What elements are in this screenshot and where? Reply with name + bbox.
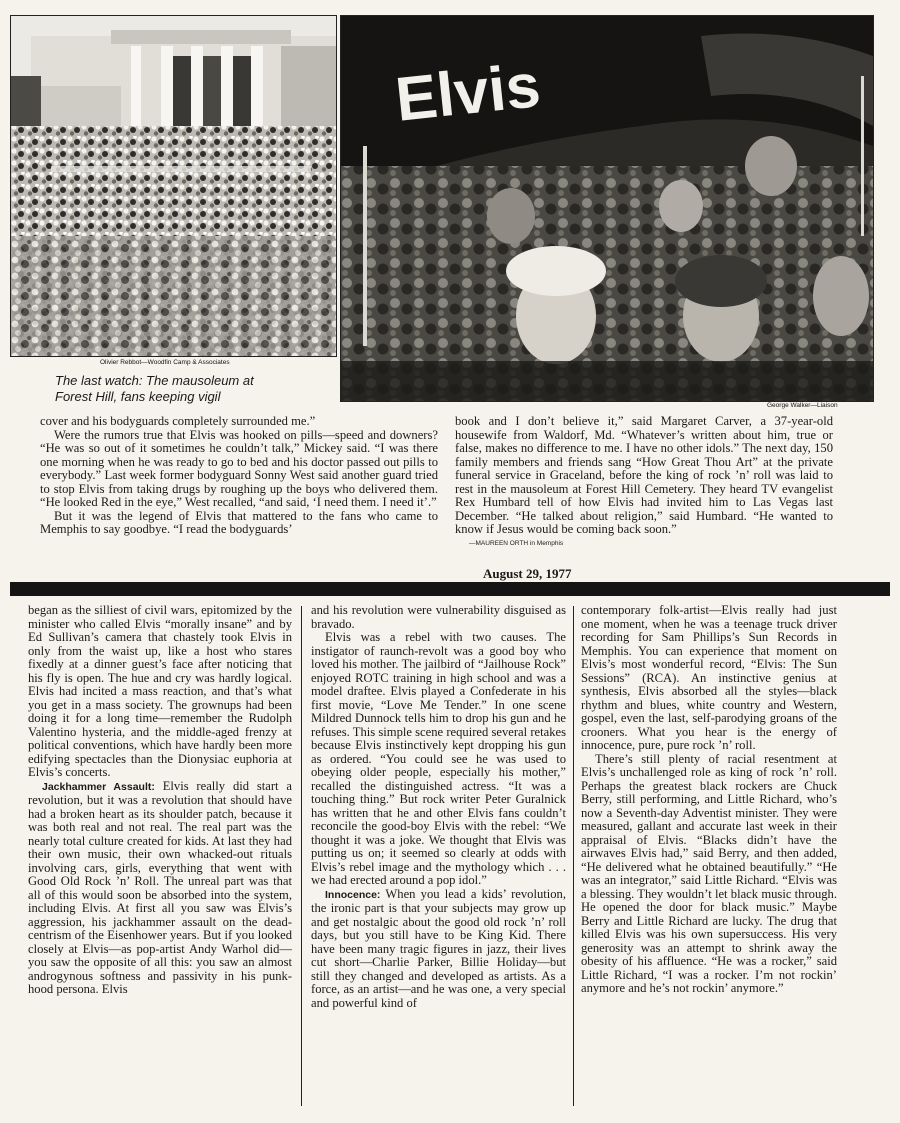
elvis-sign-text: Elvis: [392, 51, 544, 135]
paragraph-text: When you lead a kids’ revolution, the ironic part is that your subjects may grow up and get nostalgic about the good old rock ’n’ roll days, but you still have to be King Kid. There have been many tragic figures in jazz, their lives cut short—Charlie Parker, Billie Holiday—but still they changed and developed as artists. As a force, as an artist—and he was one, a very special and powerful kind of: [311, 886, 566, 1010]
column-rule: [573, 606, 574, 1106]
column-rule: [301, 606, 302, 1106]
upper-right-column: [455, 415, 833, 550]
lower-column-2: [311, 604, 566, 1010]
paragraph: contemporary folk-artist—Elvis really had just one moment, when he was a teenage truck driver recording for Sam Phillips’s Sun Records in Memphis. You can experience that moment on Elvis’s most wonderful record, “Elvis: The Sun Sessions” (RCA). An instinctive genius at synthesis, Elvis absorbed all the styles—black rhythm and blues, white country and Western, gospel, even the last, self-parodying groans of the crooners. What you hear is the energy of innocence, pure, pure rock ’n’ roll.: [581, 603, 837, 752]
photo-caption: [55, 373, 315, 405]
paragraph: [28, 780, 292, 997]
subhead: Jackhammer Assault:: [42, 780, 155, 793]
paragraph: Were the rumors true that Elvis was hooked on pills—speed and downers? “He was so out of it sometimes he couldn’t talk,” Mickey said. “I was there one morning when he was ready to go to bed and his doctor passed out pills to everybody.” Last week former bodyguard Sonny West said another guard tried to stop Elvis from taking drugs by roughing up the boys who delivered them. “He looked Red in the eye,” West recalled, “and said, ‘I need them. I need it’.”: [40, 427, 438, 509]
paragraph: and his revolution were vulnerability disguised as bravado.: [311, 603, 566, 631]
paragraph-text: Elvis really did start a revolution, but it was a revolution that should have had a broken heart as its shoulder patch, because it was both real and not real. The real part was the nearly total culture created for kids. At last they had their own music, their own whacked-out rituals involving cars, girls, everything that went with Good Old Rock ’n’ Roll. The unreal part was that all of this would soon be absorbed into the system, including Elvis. At first all you saw was Elvis’s aggression, his jackhammer assault on the dead-centrism of the Eisenhower years. But if you looked closely at Elvis—as pop-artist Andy Warhol did—you saw the opposite of all this: you saw an almost androgynous softness and passivity in his punk-hood persona. Elvis: [28, 778, 292, 996]
lower-column-1: [28, 604, 292, 997]
paragraph: Elvis was a rebel with two causes. The instigator of raunch-revolt was a good boy who loved his mother. The jailbird of “Jailhouse Rock” enjoyed ROTC training in high school and was a model draftee. Elvis played a Confederate in his first movie, “Love Me Tender.” In one scene Mildred Dunnock tells him to drop his gun and he refuses. This simple scene required several retakes because Elvis instinctively kept dropping his gun as ordered. “You could see he was used to obeying older people, especially his mother,” recalled the distinguished actress. “It was a touching thing.” But rock writer Peter Guralnick has written that he and other Elvis fans couldn’t reconcile the good-boy Elvis with the rebel: “We thought it was a joke. We thought that Elvis was putting us on; it seemed so clearly at odds with Elvis’s rebel image and the mythology which . . . we had erected around a pop idol.”: [311, 630, 566, 887]
paragraph: [311, 888, 566, 1011]
left-photo-credit: Olivier Rebbot—Woodfin Camp & Associates: [100, 359, 230, 366]
subhead: Innocence:: [325, 888, 381, 901]
paragraph: book and I don’t believe it,” said Margaret Carver, a 37-year-old housewife from Waldorf, Md. “Whatever’s written about him, true or false, makes no difference to me. I have no other idols.” The next day, 150 family members and friends sang “How Great Thou Art” at the private funeral service in Graceland, before the king of rock ’n’ roll was laid to rest in the mausoleum at Forest Hill Cemetery. They heard TV evangelist Rex Humbard tell of how Elvis had invited him to Las Vegas last December. “He talked about religion,” said Humbard. “He wanted to know if Jesus would be coming back soon.”: [455, 414, 833, 536]
paragraph: There’s still plenty of racial resentment at Elvis’s unchallenged role as king of rock ’n’ roll. Perhaps the greatest black rockers are Chuck Berry, still performing, and Little Richard, who’s now a Seventh-day Adventist minister. They were measured, gallant and accurate last week in their appraisal of Elvis. “Blacks didn’t have the airwaves Elvis had,” said Berry, and then added, “He delivered what he obtained beautifully.” “He was an integrator,” said Little Richard. “Elvis was a blessing. They wouldn’t let black music through. He opened the door for black music.” Maybe Berry and Little Richard are lucky. The drug that killed Elvis was his own supersuccess. His very generosity was an attempt to shrink away the obesity of his affluence. “He was a rocker,” said Little Richard, “I was a rocker. I’m not rockin’ anymore and he’s not rockin’ anymore.”: [581, 751, 837, 995]
caption-line-1: The last watch: The mausoleum at: [55, 373, 254, 388]
lower-column-3: [581, 604, 837, 996]
right-photo-credit: George Walker—Liaison: [767, 402, 838, 409]
paragraph: But it was the legend of Elvis that mattered to the fans who came to Memphis to say goodbye. “I read the bodyguards’: [40, 508, 438, 536]
paragraph: began as the silliest of civil wars, epitomized by the minister who called Elvis “morally insane” and by Ed Sullivan’s camera that chastely took Elvis in only from the waist up, like a host who stares fixedly at a dinner guest’s face after noticing that his fly is open. The hue and cry was hardly logical. Elvis had incited a mass reaction, and that’s what you get in a mass society. The grownups had been doing it for a long time—remember the Rudolph Valentino hysteria, and the middle-aged frenzy at political conventions, which have hardly been more edifying spectacles than the Dionysiac euphoria at Elvis’s concerts.: [28, 603, 292, 779]
upper-left-column: [40, 415, 438, 537]
section-divider: [10, 582, 890, 596]
paragraph: cover and his bodyguards completely surrounded me.”: [40, 414, 316, 428]
caption-line-2: Forest Hill, fans keeping vigil: [55, 389, 221, 404]
byline: —MAUREEN ORTH in Memphis: [469, 539, 564, 547]
mausoleum-photo: [10, 15, 337, 357]
fans-photo: [340, 15, 874, 402]
issue-date: August 29, 1977: [483, 566, 572, 581]
